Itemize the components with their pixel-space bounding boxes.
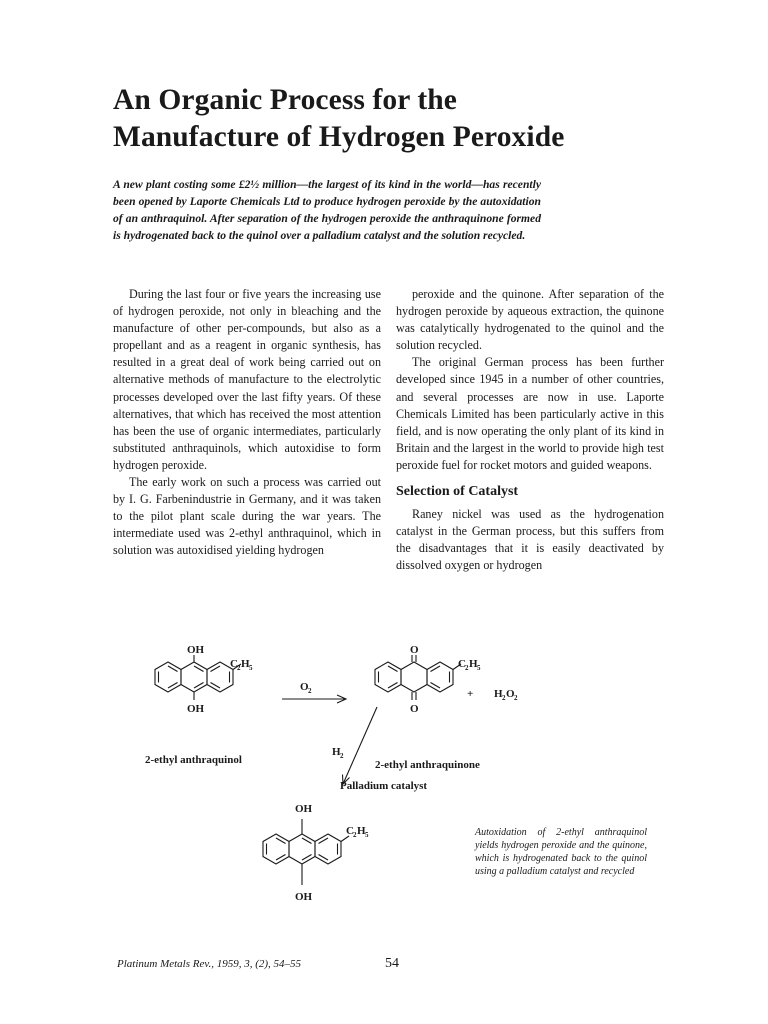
footer-citation: Platinum Metals Rev., 1959, 3, (2), 54–55 <box>117 958 302 970</box>
ethyl-c: C <box>458 658 466 670</box>
carbonyl-o: O <box>410 703 419 715</box>
oxygen-label: O <box>300 681 309 693</box>
paragraph: The original German process has been further developed since 1945 in a number of other countries, and several processes are now in use. Laporte Chemicals Limited has been particularly active in this field, and is now operating the only plant of its kind in Britain and the largest in the world to provide high test peroxide fuel for rocket motors and guided weapons. <box>396 355 664 472</box>
ethyl-sub: 5 <box>365 831 369 839</box>
anthraquinol-structure <box>155 655 241 700</box>
ethyl-sub: 5 <box>249 664 253 672</box>
title-line-1: An Organic Process for the <box>113 84 457 116</box>
peroxide-o: O <box>506 688 515 700</box>
hydroxyl-label: OH <box>187 703 205 715</box>
plus-sign: + <box>467 688 474 700</box>
ethyl-sub: 2 <box>465 664 469 672</box>
ethyl-h: H <box>357 825 366 837</box>
ethyl-sub: 2 <box>353 831 357 839</box>
quinone-label: 2-ethyl anthraquinone <box>375 759 480 771</box>
anthraquinone-structure <box>375 655 461 700</box>
hydroxyl-label: OH <box>295 803 313 815</box>
paragraph: During the last four or five years the increasing use of hydrogen peroxide, not only in bleaching and the manufacture of other per-compounds, but also as a propellant and as a reagent in organic synthesis, has resulted in a great deal of work being carried out on alternative methods of manufacture to the electrolytic processes developed over the last fifty years. Of these alternatives, that which has received the most attention has been the use of organic intermediates, particularly substituted anthraquinols, which autoxidise to form hydrogen peroxide. <box>113 287 381 472</box>
peroxide-sub: 2 <box>502 694 506 702</box>
ethyl-sub: 5 <box>477 664 481 672</box>
paragraph: Raney nickel was used as the hydrogenation catalyst in the German process, but this suffers from the disadvantages that it is easily deactivated by dissolved oxygen or hydrogen <box>396 507 664 573</box>
paragraph: The early work on such a process was carried out by I. G. Farbenindustrie in Germany, and it was taken to the pilot plant scale during the war years. The intermediate used was 2-ethyl anthraquinol, which in solution was autoxidised yielding hydrogen <box>113 475 381 558</box>
ethyl-h: H <box>469 658 478 670</box>
title-line-2: Manufacture of Hydrogen Peroxide <box>113 121 565 153</box>
hydroxyl-label: OH <box>187 644 205 656</box>
peroxide-h: H <box>494 688 503 700</box>
ethyl-c: C <box>230 658 238 670</box>
hydroxyl-label: OH <box>295 891 313 903</box>
oxidation-arrow <box>282 695 346 703</box>
figure-caption: Autoxidation of 2-ethyl anthraquinol yields hydrogen peroxide and the quinone, which is hydrogenated back to the quinol using a palladium catalyst and recycled <box>475 827 647 877</box>
hydrogen-sub: 2 <box>340 752 344 760</box>
quinol-label: 2-ethyl anthraquinol <box>145 754 242 766</box>
oxygen-sub: 2 <box>308 687 312 695</box>
hydrogen-label: H <box>332 746 341 758</box>
regenerated-anthraquinol-structure <box>263 819 349 885</box>
ethyl-c: C <box>346 825 354 837</box>
carbonyl-o: O <box>410 644 419 656</box>
paragraph: peroxide and the quinone. After separation of the hydrogen peroxide by aqueous extraction, the quinone was catalytically hydrogenated to the quinol and the solution recycled. <box>396 287 664 353</box>
section-heading: Selection of Catalyst <box>396 484 519 500</box>
peroxide-sub: 2 <box>514 694 518 702</box>
ethyl-sub: 2 <box>237 664 241 672</box>
page-number: 54 <box>385 956 399 971</box>
abstract: A new plant costing some £2½ million—the largest of its kind in the world—has recently been opened by Laporte Chemicals Ltd to produce hydrogen peroxide by the autoxidation of an anthraquinol. After separation of the hydrogen peroxide the anthraquinone formed is hydrogenated back to the quinol over a palladium catalyst and the solution recycled. <box>113 178 541 243</box>
ethyl-h: H <box>241 658 250 670</box>
catalyst-label: Palladium catalyst <box>340 780 428 792</box>
hydrogenation-arrow <box>343 707 378 784</box>
